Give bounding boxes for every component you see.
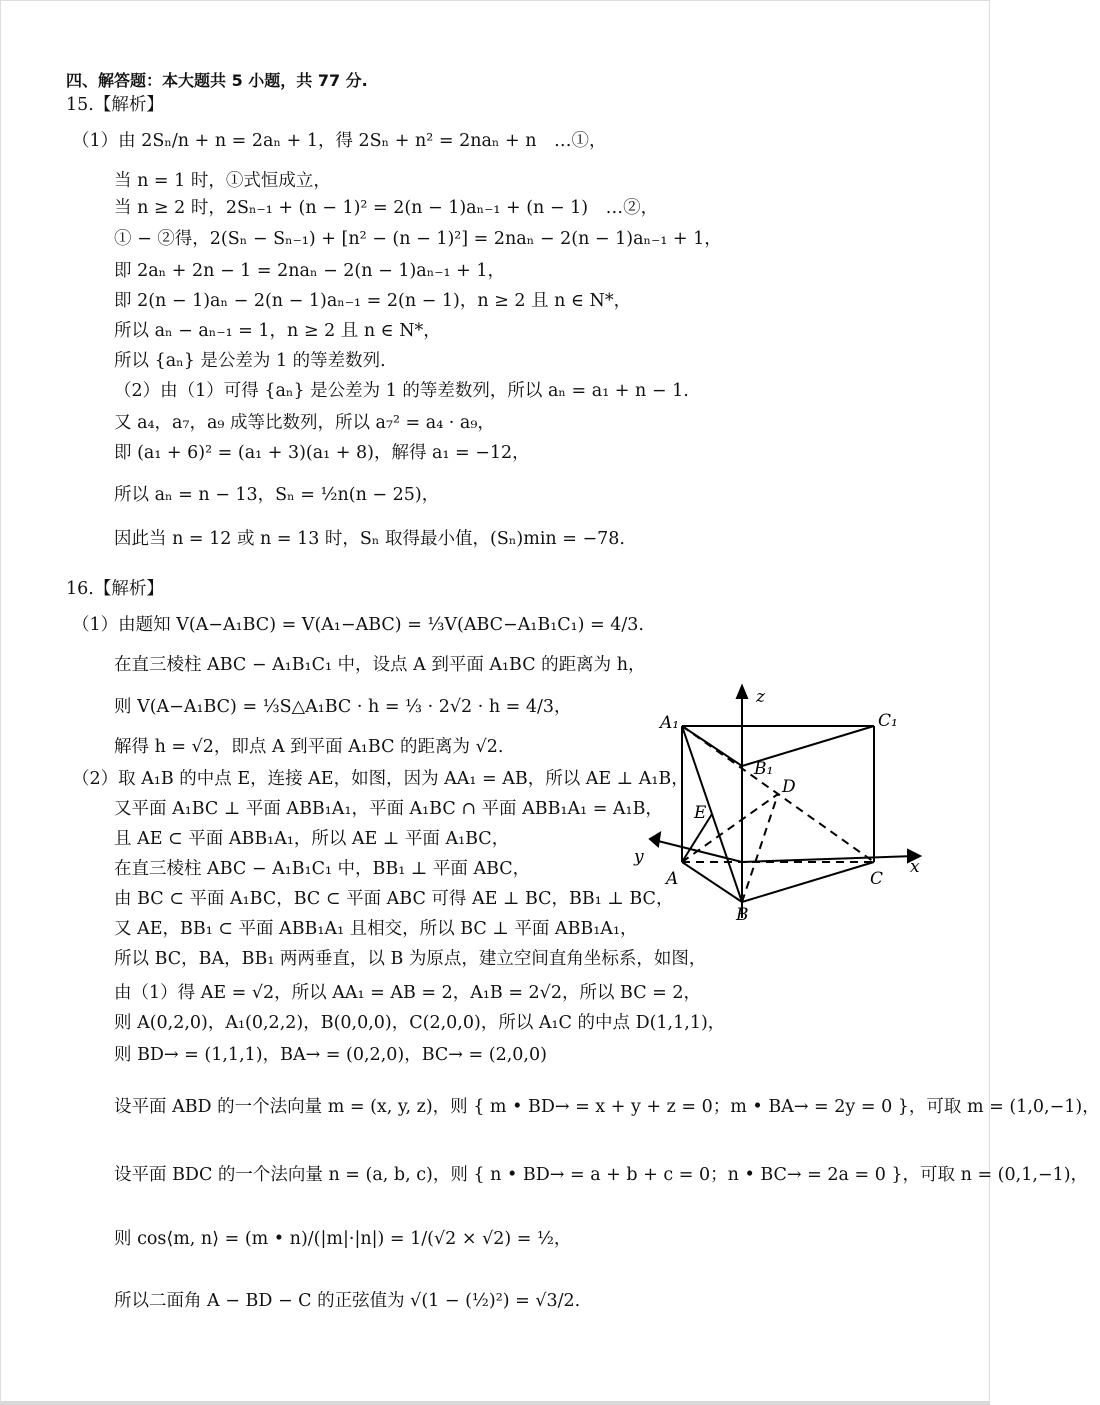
q15-line-7: 所以 aₙ − aₙ₋₁ = 1，n ≥ 2 且 n ∈ N*， [114, 321, 441, 341]
label-b: B [736, 905, 749, 925]
q16-line-14: 则 BD→ = (1,1,1)，BA→ = (0,2,0)，BC→ = (2,0,0) [114, 1045, 547, 1065]
label-c: C [870, 869, 884, 889]
label-d: D [782, 777, 796, 797]
q15-line-9: （2）由（1）可得 {aₙ} 是公差为 1 的等差数列，所以 aₙ = a₁ + n − 1. [114, 381, 689, 401]
q15-line-4: ① − ②得，2(Sₙ − Sₙ₋₁) + [n² − (n − 1)²] = 2naₙ − 2(n − 1)aₙ₋₁ + 1， [114, 229, 722, 249]
q15-line-1: （1）由 2Sₙ/n + n = 2aₙ + 1，得 2Sₙ + n² = 2naₙ + n …①， [72, 131, 607, 151]
q16-line-18: 所以二面角 A − BD − C 的正弦值为 √(1 − (½)²) = √3/2. [114, 1291, 581, 1311]
q16-line-5: （2）取 A₁B 的中点 E，连接 AE，如图，因为 AA₁ = AB，所以 AE ⊥ A₁B， [72, 769, 689, 789]
edge-a1-b1 [682, 726, 742, 766]
q16-line-17: 则 cos⟨m, n⟩ = (m • n)/(|m|·|n|) = 1/(√2 × √2) = ½， [114, 1229, 572, 1249]
label-a: A [666, 869, 679, 889]
label-e: E [694, 803, 707, 823]
edge-a-b [682, 862, 742, 902]
q15-line-11: 即 (a₁ + 6)² = (a₁ + 3)(a₁ + 8)，解得 a₁ = −12， [114, 443, 530, 463]
label-y: y [634, 847, 644, 867]
z-axis-arrow [737, 686, 747, 698]
label-x: x [910, 857, 920, 877]
q16-line-4: 解得 h = √2，即点 A 到平面 A₁BC 的距离为 √2. [114, 737, 504, 757]
q16-line-1: （1）由题知 V(A−A₁BC) = V(A₁−ABC) = ⅓V(ABC−A₁B₁C₁) = 4/3. [72, 615, 644, 635]
label-z: z [756, 687, 765, 707]
page-bottom-shadow [0, 1401, 990, 1405]
edge-b-c [742, 862, 874, 902]
q16-line-6: 又平面 A₁BC ⊥ 平面 ABB₁A₁，平面 A₁BC ∩ 平面 ABB₁A₁ = A₁B， [114, 799, 663, 819]
q15-line-10: 又 a₄，a₇，a₉ 成等比数列，所以 a₇² = a₄ · a₉， [114, 413, 495, 433]
q16-line-2: 在直三棱柱 ABC − A₁B₁C₁ 中，设点 A 到平面 A₁BC 的距离为 h， [114, 655, 646, 675]
q16-line-12: 由（1）得 AE = √2，所以 AA₁ = AB = 2，A₁B = 2√2，所以 BC = 2， [114, 983, 702, 1003]
q16-line-13: 则 A(0,2,0)，A₁(0,2,2)，B(0,0,0)，C(2,0,0)，所以 A₁C 的中点 D(1,1,1)， [114, 1013, 726, 1033]
q16-line-9: 由 BC ⊂ 平面 A₁BC，BC ⊂ 平面 ABC 可得 AE ⊥ BC，BB₁ ⊥ BC， [114, 889, 674, 909]
q15-line-3: 当 n ≥ 2 时，2Sₙ₋₁ + (n − 1)² = 2(n − 1)aₙ₋₁ + (n − 1) …②， [114, 198, 659, 218]
q15-line-13: 因此当 n = 12 或 n = 13 时，Sₙ 取得最小值，(Sₙ)min = −78. [114, 529, 625, 549]
section-heading: 四、解答题：本大题共 5 小题，共 77 分. [66, 71, 368, 90]
q15-line-12: 所以 aₙ = n − 13，Sₙ = ½n(n − 25)， [114, 485, 440, 505]
q16-line-7: 且 AE ⊂ 平面 ABB₁A₁，所以 AE ⊥ 平面 A₁BC， [114, 829, 510, 849]
q16-label: 16.【解析】 [66, 579, 164, 599]
q15-line-6: 即 2(n − 1)aₙ − 2(n − 1)aₙ₋₁ = 2(n − 1)，n ≥ 2 且 n ∈ N*， [114, 291, 632, 311]
q15-label: 15.【解析】 [66, 95, 164, 115]
y-axis-arrow [650, 833, 660, 846]
q16-line-15: 设平面 ABD 的一个法向量 m = (x, y, z)，则 { m • BD→ = x + y + z = 0；m • BA→ = 2y = 0 }，可取 m = (1,0,−1)， [114, 1097, 1100, 1117]
q16-line-16: 设平面 BDC 的一个法向量 n = (a, b, c)，则 { n • BD→ = a + b + c = 0；n • BC→ = 2a = 0 }，可取 n = (0,1,−1)， [114, 1165, 1089, 1185]
label-b1: B₁ [754, 759, 774, 779]
prism-diagram [628, 680, 928, 930]
q16-line-11: 所以 BC，BA，BB₁ 两两垂直，以 B 为原点，建立空间直角坐标系，如图， [114, 949, 707, 969]
label-c1: C₁ [878, 711, 898, 731]
q15-line-8: 所以 {aₙ} 是公差为 1 的等差数列. [114, 351, 386, 371]
q15-line-2: 当 n = 1 时，①式恒成立， [114, 171, 331, 191]
q16-line-3: 则 V(A−A₁BC) = ⅓S△A₁BC · h = ⅓ · 2√2 · h = 4/3， [114, 697, 572, 717]
q16-line-10: 又 AE，BB₁ ⊂ 平面 ABB₁A₁ 且相交，所以 BC ⊥ 平面 ABB₁A₁， [114, 919, 638, 939]
label-a1: A₁ [660, 713, 680, 733]
segment-b-d [742, 794, 778, 902]
q15-line-5: 即 2aₙ + 2n − 1 = 2naₙ − 2(n − 1)aₙ₋₁ + 1， [114, 261, 505, 281]
q16-line-8: 在直三棱柱 ABC − A₁B₁C₁ 中，BB₁ ⊥ 平面 ABC， [114, 859, 531, 879]
